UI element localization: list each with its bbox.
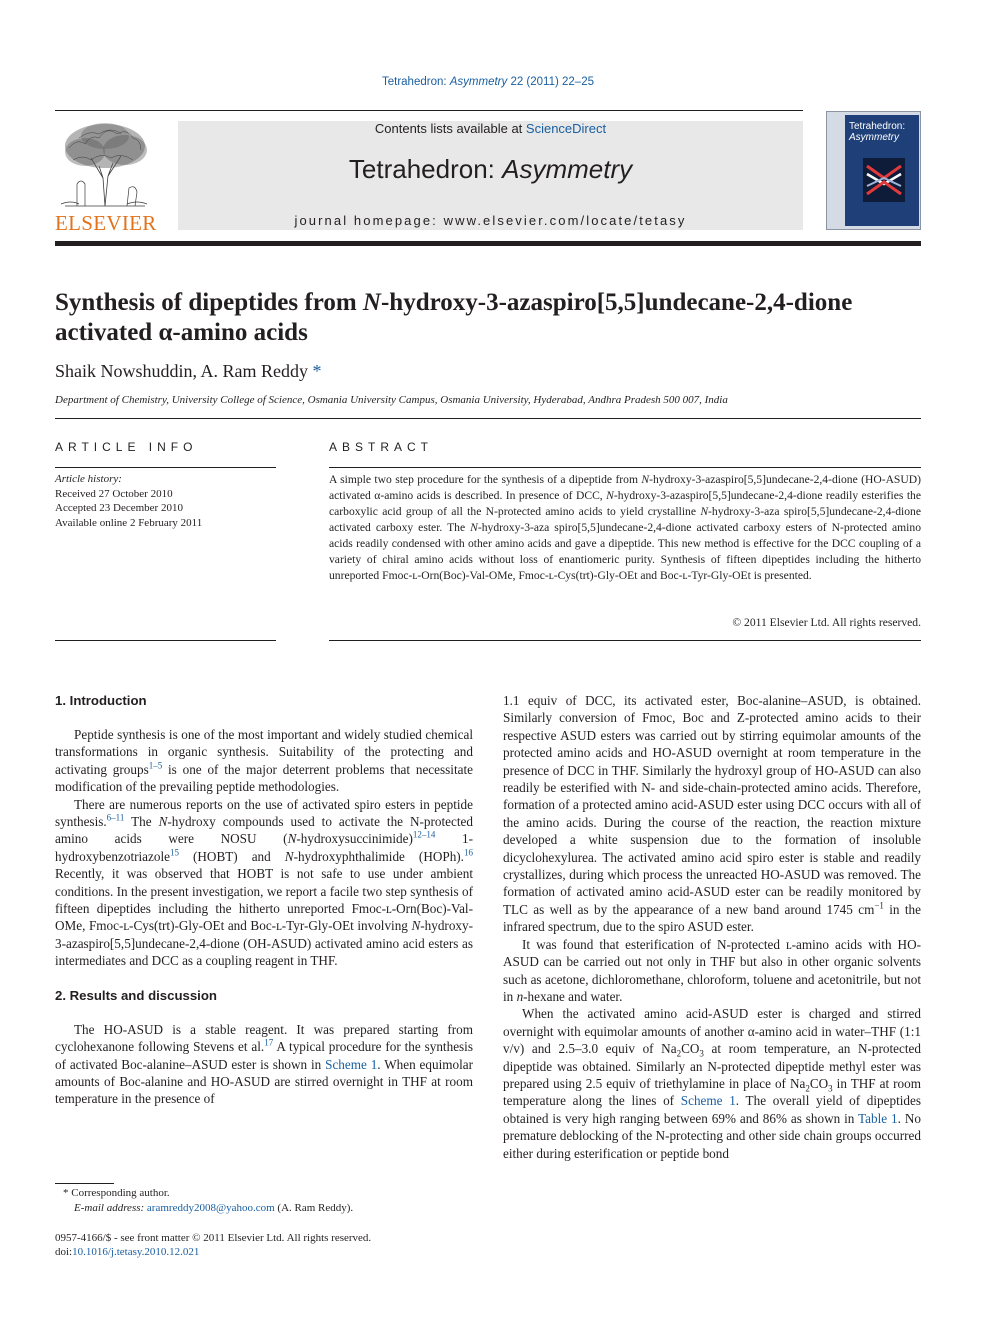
paragraph: There are numerous reports on the use of activated spiro esters in peptide synthesis.$^{6-11}$ The N-hydroxy compounds used to activate the N-protected amino acids were NOSU (N-hydroxysuccinimide)$^{12-14}$ 1-hydroxybenzotriazole$^{15}$ (HOBT) and N-hydroxyphthalimide (HOPh).$^{16}$ Recently, it was observed that HOBT is not safe to use under ambient conditions. In the present investigation, we report a facile two step synthesis of fifteen dipeptides including the hitherto unreported Fmoc-ʟ-Orn(Boc)-Val-OMe, Fmoc-ʟ-Cys(trt)-Gly-OEt and Boc-ʟ-Tyr-Gly-OEt involving N-hydroxy-3-azaspiro[5,5]undecane-2,4-dione (OH-ASUD) activated amino acid esters as intermediates and DCC as a coupling reagent in THF.: [55, 796, 473, 969]
section-heading-results: 2. Results and discussion: [55, 987, 217, 1003]
paragraph: It was found that esterification of N-protected ʟ-amino acids with HO-ASUD can be carried out not only in THF but also in other organic solvents such as acetone, dichloromethane, chloroform, toluene and acetonitrile, but not in n-hexane and water.: [503, 936, 921, 1004]
paragraph: When the activated amino acid-ASUD ester is charged and stirred overnight with equimolar amounts of another α-amino acid in water–THF (1:1 v/v) and 2.5–3.0 equiv of $Na_2CO_3$ at room temperature, an N-protected dipeptide was obtained. Similarly an N-protected dipeptide methyl ester was prepared using 2.5 equiv of triethylamine in place of $Na_2CO_3$ in THF at room temperature along the lines of Scheme 1. The overall yield of dipeptides obtained is very high ranging between 69% and 86% as shown in Table 1. No premature deblocking of the N-protecting and other side chain groups occurred either during esterification or peptide bond: [503, 1006, 922, 1161]
sciencedirect-link[interactable]: ScienceDirect: [525, 121, 607, 136]
abstract-heading: ABSTRACT: [329, 440, 434, 454]
body-left-column: [55, 692, 473, 1108]
corresponding-author-link[interactable]: *: [312, 361, 322, 381]
copyright: © 2011 Elsevier Ltd. All rights reserved.: [732, 616, 921, 629]
homepage-link[interactable]: www.elsevier.com/locate/tetasy: [443, 213, 687, 228]
section-heading-introduction: 1. Introduction: [55, 693, 147, 708]
author-list: Shaik Nowshuddin, A. Ram Reddy *: [55, 361, 322, 381]
abstract-text: A simple two step procedure for the synthesis of a dipeptide from N-hydroxy-3-azaspiro[5,5]undecane-2,4-dione (HO-ASUD) activated α-amino acids is described. In presence of DCC, N-hydroxy-3-azaspiro[5,5]undecane-2,4-dione readily esterifies the carboxylic acid group of all the N-protected amino acids to yield crystalline N-hydroxy-3-aza spiro[5,5]undecane-2,4-dione activated carboxy ester. The N-hydroxy-3-aza spiro[5,5]undecane-2,4-dione activated carboxy esters of N-protected amino acids readily condensed with other amino acids and gave a dipeptide. This new method is effective for the DCC coupling of a variety of chiral amino acids without loss of enantiomeric purity. Synthesis of fifteen dipeptides including the hitherto unreported Fmoc-ʟ-Orn(Boc)-Val-OMe, Fmoc-ʟ-Cys(trt)-Gly-OEt and Boc-ʟ-Tyr-Gly-OEt is presented.: [329, 473, 921, 582]
scheme-link[interactable]: Scheme 1: [680, 1093, 736, 1109]
contents-line: Contents lists available at ScienceDirect: [374, 121, 607, 136]
article-history: [55, 472, 202, 530]
header-rule: [55, 241, 921, 246]
paragraph: 1.1 equiv of DCC, its activated ester, Boc-alanine–ASUD, is obtained. Similarly conversion of Fmoc, Boc and Z-protected amino acids to their respective ASUD esters was carried out by stirring equimolar amounts of the protected amino acids and HO-ASUD overnight at room temperature in the presence of DCC in THF. Similarly the hydroxyl group of HO-ASUD can also readily be esterified with N- and side-chain-protected amino acids. Therefore, formation of a protected amino acid-ASUD ester using DCC occurs with all of the amino acids. During the course of the reaction, the reaction mixture developed a white suspension due to the formation of insoluble dicyclohexylurea. The activated amino acid spiro ester is stable and readily crystallizes, during which process the unreacted HO-ASUD was removed. The formation of activated amino acid-ASUD ester can be readily monitored by TLC as well as by the appearance of a new band around 1745 $cm^{-1}$ in the infrared spectrum, due to the spiro ASUD ester.: [503, 693, 921, 935]
article-info-heading: ARTICLE INFO: [55, 440, 198, 454]
paragraph: The HO-ASUD is a stable reagent. It was prepared starting from cyclohexanone following Stevens et al.$^{17}$ A typical procedure for the synthesis of activated Boc-alanine–ASUD ester is shown in Scheme 1. When equimolar amounts of Boc-alanine and HO-ASUD are stirred overnight in THF at room temperature in the presence of: [55, 1021, 474, 1107]
body-right-column: [503, 692, 921, 1162]
received-date: Received 27 October 2010: [55, 487, 173, 500]
elsevier-wordmark: ELSEVIER: [55, 211, 157, 235]
table-link[interactable]: Table 1: [858, 1110, 898, 1126]
reference-link[interactable]: 6–11: [106, 812, 125, 823]
paragraph: Peptide synthesis is one of the most important and widely studied chemical transformations in organic synthesis. Suitability of the protecting and activating groups$^{1-5}$ is one of the major deterrent problems that necessitate modification of the prevailing peptide methodologies.: [55, 727, 473, 795]
email-link[interactable]: aramreddy2008@yahoo.com: [146, 1202, 275, 1214]
journal-homepage: journal homepage: www.elsevier.com/locate/tetasy: [294, 213, 687, 228]
accepted-date: Accepted 23 December 2010: [55, 502, 183, 514]
reference-link[interactable]: 17: [264, 1037, 274, 1048]
reference-link[interactable]: 12–14: [412, 830, 436, 841]
doi-link[interactable]: 10.1016/j.tetasy.2010.12.021: [72, 1246, 200, 1258]
abstract-rule-top: [329, 467, 921, 468]
affiliation: Department of Chemistry, University College of Science, Osmania University Campus, Osmania University, Hyderabad, Andhra Pradesh 500 007, India: [55, 394, 728, 406]
online-date: Available online 2 February 2011: [55, 516, 203, 529]
front-matter: 0957-4166/$ - see front matter © 2011 Elsevier Ltd. All rights reserved. doi:10.1016/j.tetasy.2010.12.021: [55, 1232, 372, 1258]
article-info-rule-bottom: [55, 640, 276, 641]
footnote-rule: [55, 1183, 114, 1184]
history-label: Article history:: [55, 473, 122, 485]
reference-link[interactable]: 15: [169, 847, 179, 858]
top-rule: [55, 110, 803, 111]
reference-link[interactable]: 1–5: [148, 760, 163, 771]
article-info-rule-top: [55, 467, 276, 468]
scheme-link[interactable]: Scheme 1: [325, 1056, 378, 1072]
cover-title: Tetrahedron: Asymmetry: [849, 121, 906, 143]
journal-citation: Tetrahedron: Asymmetry 22 (2011) 22–25: [381, 76, 594, 88]
journal-cover: [826, 111, 921, 230]
footnote: * Corresponding author. E-mail address: aramreddy2008@yahoo.com (A. Ram Reddy).: [63, 1187, 354, 1214]
article-title: Synthesis of dipeptides from N-hydroxy-3-azaspiro[5,5]undecane-2,4-dione activated α-amino acids: [55, 289, 853, 346]
reference-link[interactable]: 16: [463, 847, 473, 858]
cover-graphic-icon: [863, 158, 905, 202]
abstract-rule-bottom: [329, 640, 921, 641]
journal-name: Tetrahedron: Asymmetry: [348, 154, 633, 184]
affiliation-rule: [55, 418, 921, 419]
issn-line: 0957-4166/$ - see front matter © 2011 Elsevier Ltd. All rights reserved.: [55, 1232, 372, 1244]
